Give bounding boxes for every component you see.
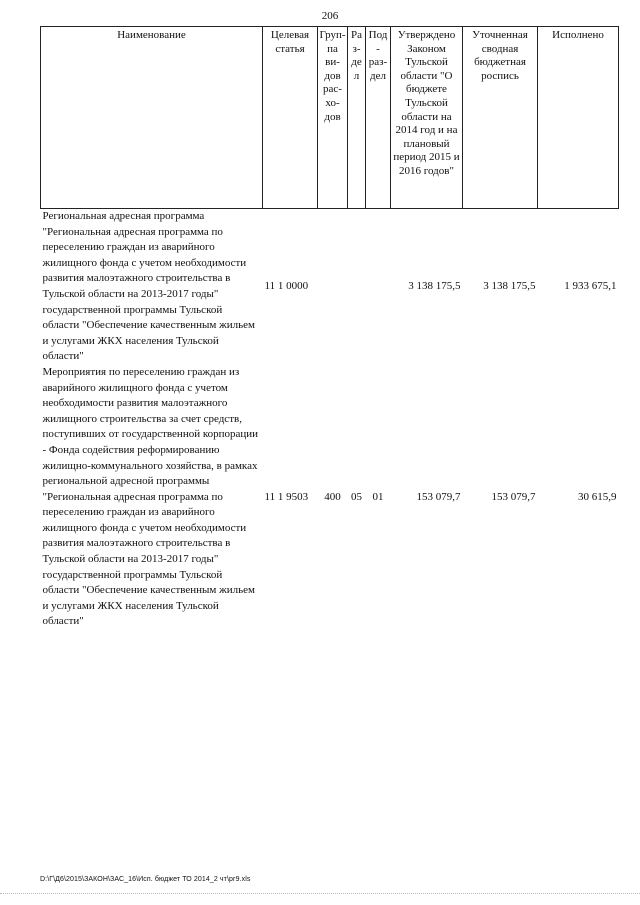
header-refined: Уточненная сводная бюджетная роспись: [463, 27, 538, 209]
header-name: Наименование: [41, 27, 263, 209]
table-header-row: [41, 27, 619, 209]
row-subsection: [366, 209, 391, 365]
page-number: 206: [321, 10, 339, 22]
file-path-footer: D:\Г\Д6\2015\ЗАКОН\ЗАС_16\Исп. бюджет ТО 2014_2 чт\рг9.xls: [40, 876, 251, 883]
row-executed: 1 933 675,1: [564, 280, 617, 293]
header-section: Раз- дел: [348, 27, 366, 209]
header-group: Груп- па ви- дов рас- хо- дов: [318, 27, 348, 209]
row-target: 11 1 0000: [264, 280, 309, 293]
row-approved: 3 138 175,5: [408, 280, 461, 293]
row-section: 05: [351, 490, 362, 503]
row-approved: 153 079,7: [416, 490, 461, 503]
header-target: Целевая статья: [263, 27, 318, 209]
table-row: [41, 209, 619, 365]
footer-divider: [0, 893, 640, 894]
header-subsection: Под- раз- дел: [366, 27, 391, 209]
row-refined: 3 138 175,5: [483, 280, 536, 293]
row-name: Мероприятия по переселению граждан из аварийного жилищного фонда с учетом необходимости развития малоэтажного жилищного строительства за счет средств, поступивших от государственной корпорации - Фонда содействия реформированию жилищно-коммунального хозяйства, в рамках региональной адресной программы "Региональная адресная программа по переселению граждан из аварийного жилищного фонда с учетом необходимости развития малоэтажного строительства в Тульской области на 2013-2017 годы" государственной программы Тульской области "Обеспечение качественным жильем и услугами ЖКХ населения Тульской области": [42, 365, 259, 628]
row-refined: 153 079,7: [491, 490, 536, 503]
budget-table: [40, 26, 619, 630]
row-name: Региональная адресная программа "Региональная адресная программа по переселению граждан из аварийного жилищного фонда с учетом необходимости развития малоэтажного строительства в Тульской области на 2013-2017 годы" государственной программы Тульской области "Обеспечение качественным жильем и услугами ЖКХ населения Тульской области": [42, 210, 255, 363]
row-subsection: 01: [372, 490, 384, 503]
row-group: [318, 209, 348, 365]
header-executed: Исполнено: [538, 27, 619, 209]
row-group: 400: [324, 490, 341, 503]
table-row: [41, 365, 619, 630]
row-section: [348, 209, 366, 365]
row-executed: 30 615,9: [578, 490, 617, 503]
row-target: 11 1 9503: [264, 490, 309, 503]
header-approved: Утверждено Законом Тульской области "О бюджете Тульской области на 2014 год и на плановый период 2015 и 2016 годов": [391, 27, 463, 209]
